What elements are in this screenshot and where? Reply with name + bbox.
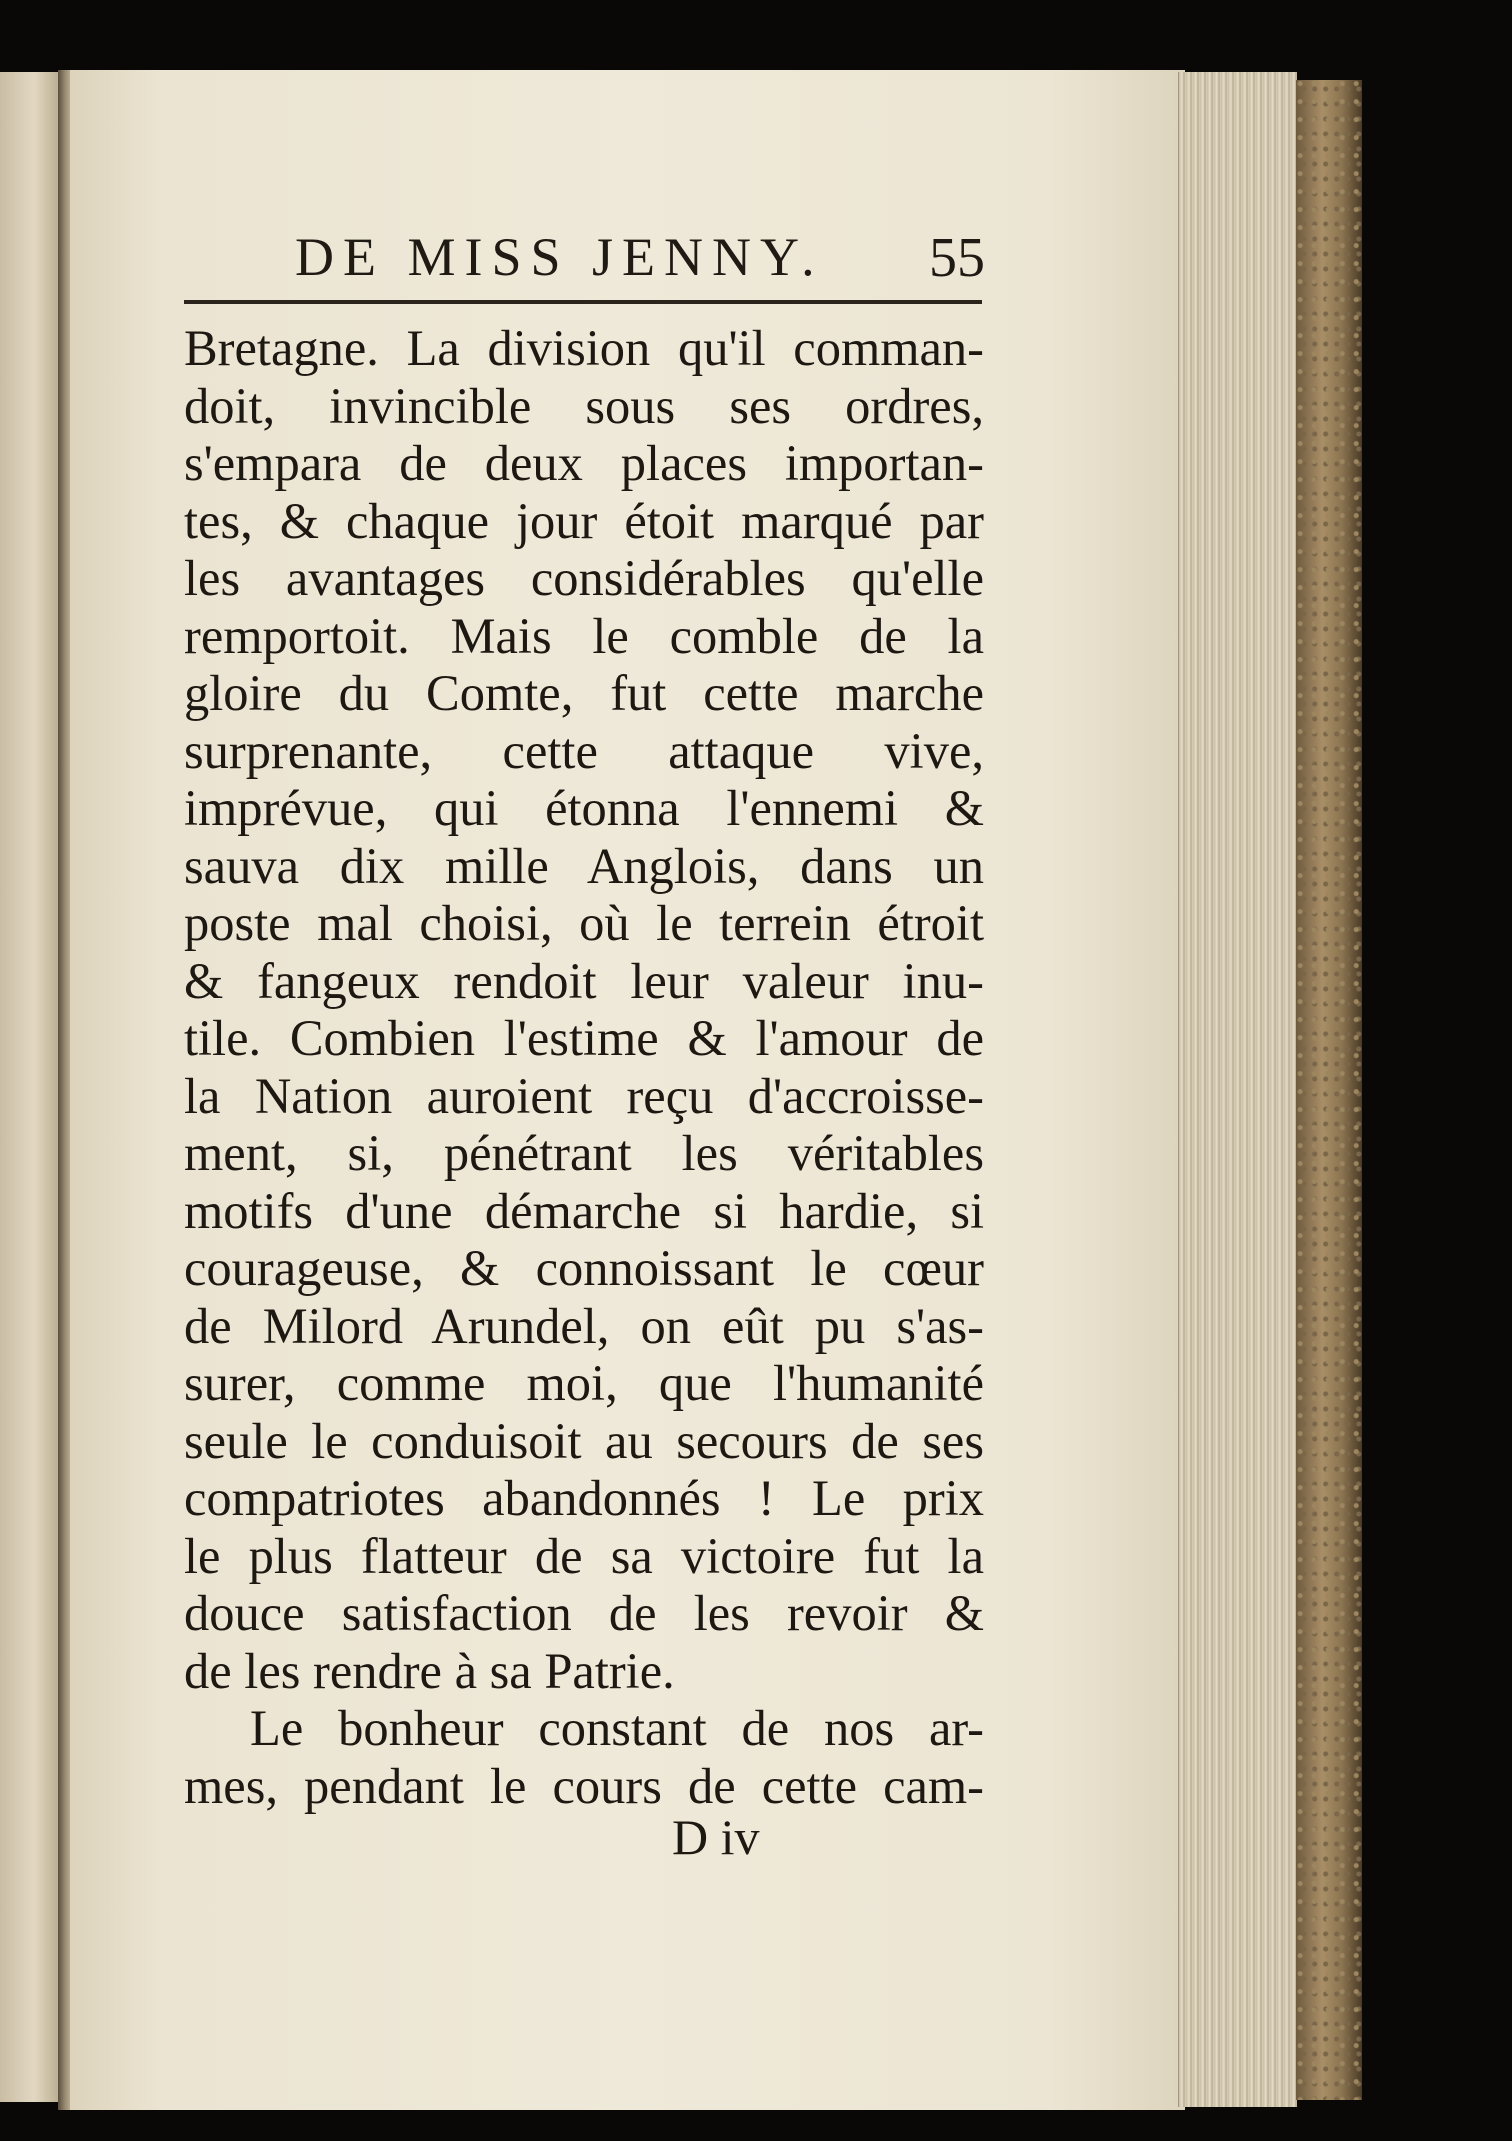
running-head: DE MISS JENNY.: [295, 227, 824, 287]
text-line: sauva dix mille Anglois, dans un: [184, 837, 984, 894]
text-line: seule le conduisoit au secours de ses: [184, 1412, 984, 1469]
text-line: compatriotes abandonnés ! Le prix: [184, 1470, 984, 1526]
text-line: poste mal choisi, où le terrein étroit: [184, 895, 984, 951]
text-line: doit, invincible sous ses ordres,: [184, 377, 984, 434]
text-line: courageuse, & connoissant le cœur: [184, 1240, 984, 1296]
text-line: motifs d'une démarche si hardie, si: [184, 1182, 984, 1239]
text-line: surprenante, cette attaque vive,: [184, 722, 984, 779]
text-line: & fangeux rendoit leur valeur inu-: [184, 952, 984, 1009]
page-number: 55: [929, 227, 985, 289]
text-line: mes, pendant le cours de cette cam-: [184, 1757, 984, 1814]
text-line: la Nation auroient reçu d'accroisse-: [184, 1067, 984, 1124]
book-cover-edge: [1296, 80, 1362, 2100]
text-line: ment, si, pénétrant les véritables: [184, 1125, 984, 1181]
text-line: s'empara de deux places importan-: [184, 435, 984, 491]
text-line: le plus flatteur de sa victoire fut la: [184, 1527, 984, 1584]
body-text: [184, 320, 984, 1815]
header-rule: [184, 300, 982, 304]
signature-mark: D iv: [672, 1809, 760, 1865]
previous-page-edge: [0, 72, 64, 2102]
text-line: tile. Combien l'estime & l'amour de: [184, 1010, 984, 1066]
text-line: Le bonheur constant de nos ar-: [250, 1700, 984, 1756]
text-line: les avantages considérables qu'elle: [184, 550, 984, 606]
text-line: Bretagne. La division qu'il comman-: [184, 320, 984, 376]
page-edges: [1178, 72, 1297, 2107]
text-line: de Milord Arundel, on eût pu s'as-: [184, 1297, 984, 1354]
text-line: douce satisfaction de les revoir &: [184, 1585, 984, 1641]
text-line: surer, comme moi, que l'humanité: [184, 1355, 984, 1411]
text-line: imprévue, qui étonna l'ennemi &: [184, 780, 984, 836]
page-header: [225, 226, 985, 296]
text-line: gloire du Comte, fut cette marche: [184, 665, 984, 721]
text-line: remportoit. Mais le comble de la: [184, 607, 984, 664]
text-line: tes, & chaque jour étoit marqué par: [184, 492, 984, 549]
text-line: de les rendre à sa Patrie.: [184, 1642, 675, 1699]
